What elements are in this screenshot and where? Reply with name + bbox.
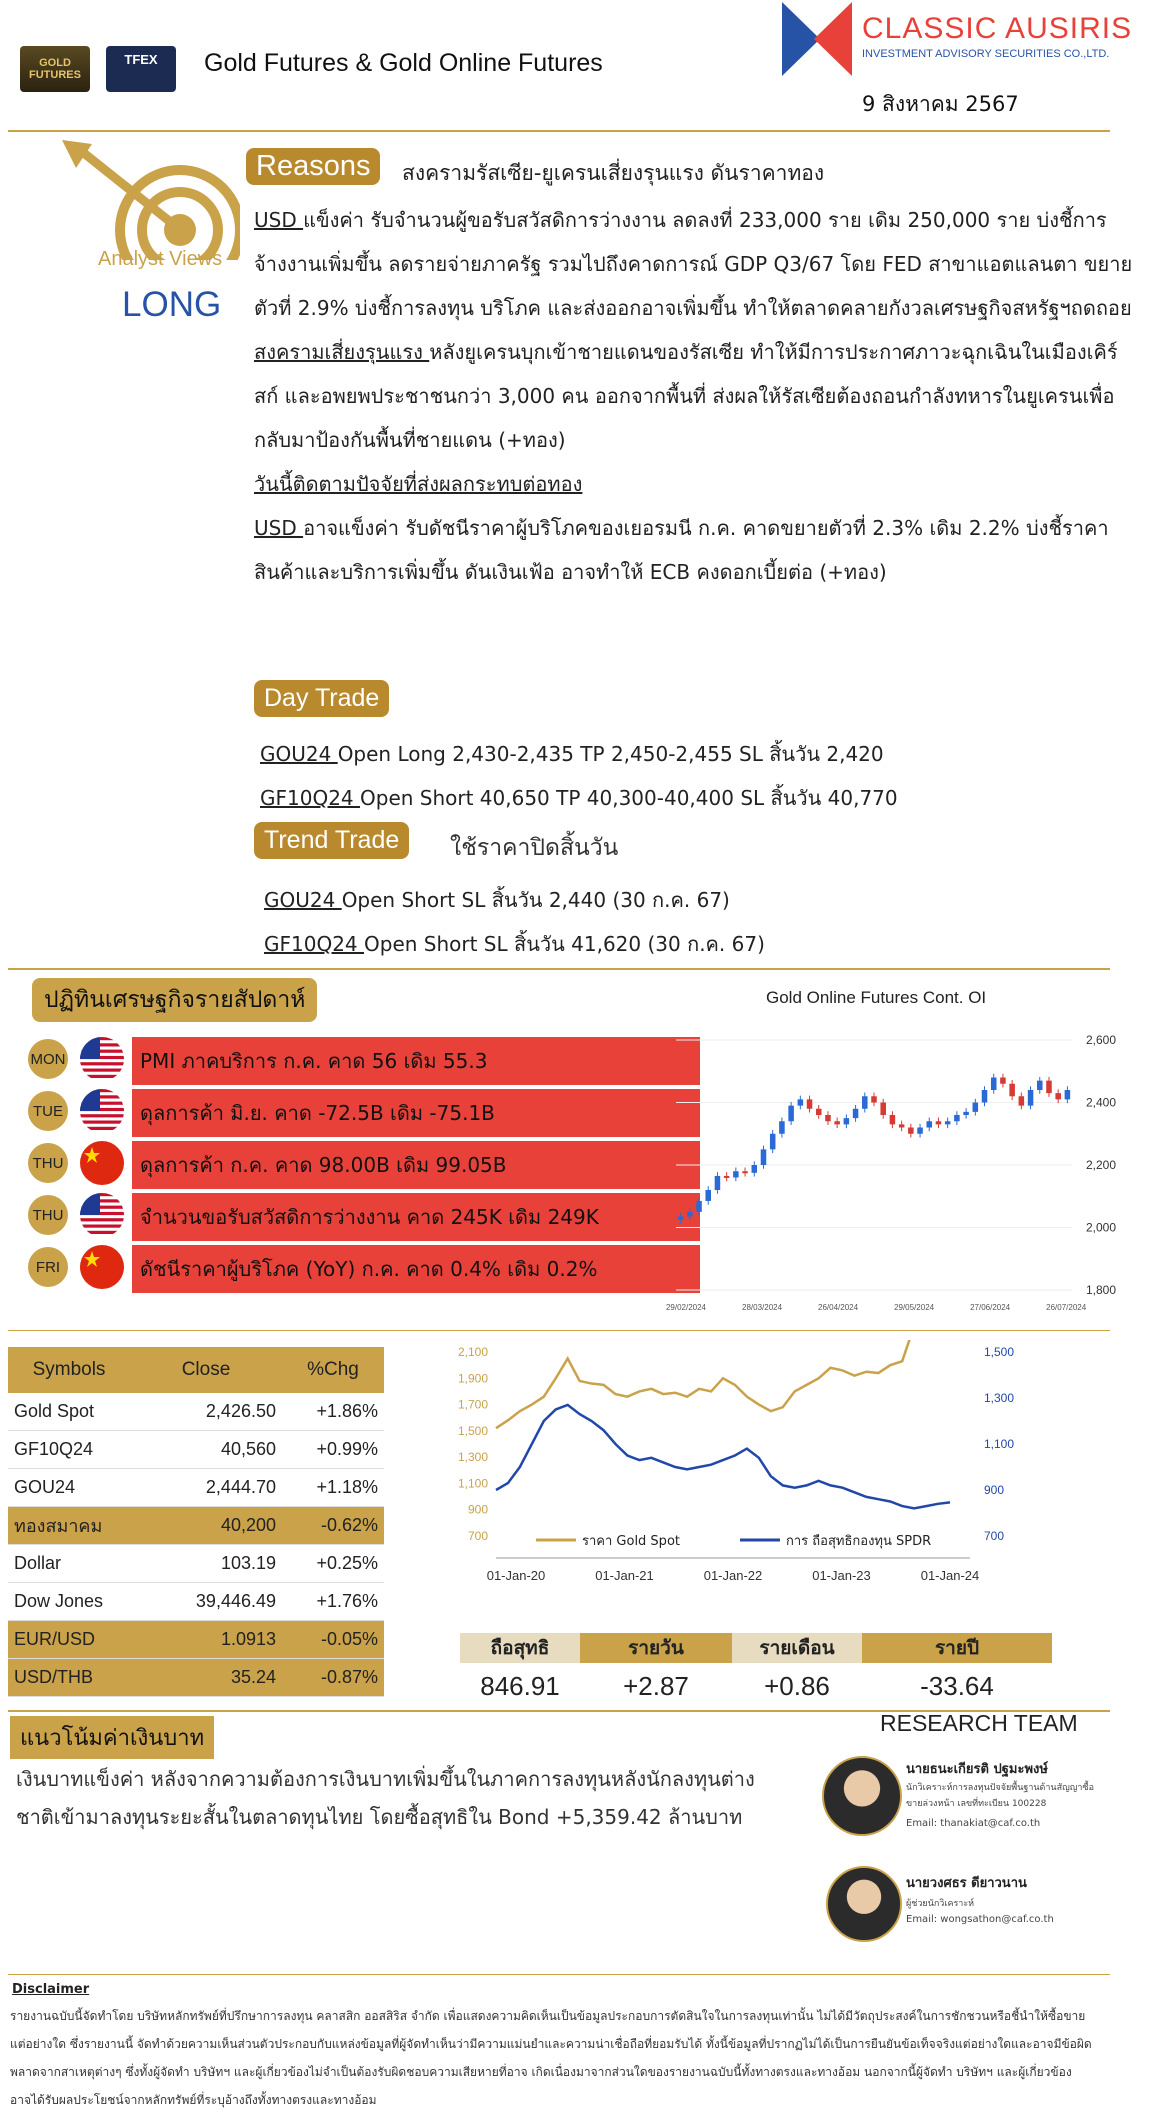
candle	[1019, 1096, 1025, 1105]
p3-lead: วันนี้ติดตามปัจจัยที่ส่งผลกระทบต่อทอง	[254, 472, 583, 496]
series-line	[496, 1405, 950, 1509]
chg-cell: -0.05%	[282, 1621, 384, 1659]
table-row	[8, 1469, 384, 1507]
analyst-view: LONG	[122, 285, 222, 324]
x-tick-label: 26/04/2024	[818, 1303, 859, 1312]
gold-spdr-chart	[440, 1340, 1030, 1600]
researcher-2-name: นายวงศธร ดียาวนาน	[906, 1876, 1027, 1891]
researcher-2-email[interactable]: Email: wongsathon@caf.co.th	[906, 1914, 1054, 1925]
y-left-tick-label: 1,700	[457, 1397, 488, 1412]
legend-label: การ ถือสุทธิกองทุน SPDR	[786, 1534, 932, 1549]
y-right-tick-label: 700	[984, 1529, 1005, 1543]
y-tick-label: 2,400	[1085, 1095, 1116, 1110]
candle	[945, 1121, 951, 1124]
close-cell: 35.24	[130, 1659, 282, 1697]
reasons-body	[254, 198, 1134, 594]
baht-tag: แนวโน้มค่าเงินบาท	[10, 1716, 214, 1759]
calendar-day: TUE	[28, 1091, 68, 1131]
table-row	[8, 1545, 384, 1583]
calendar-day: MON	[28, 1039, 68, 1079]
candle	[705, 1190, 711, 1201]
y-tick-label: 2,000	[1085, 1220, 1116, 1235]
col-symbols: Symbols	[8, 1347, 130, 1393]
x-tick-label: 01-Jan-21	[595, 1568, 654, 1583]
calendar-day: THU	[28, 1195, 68, 1235]
symbol-cell: USD/THB	[8, 1659, 130, 1697]
calendar-event: ดุลการค้า มิ.ย. คาด -72.5B เดิม -75.1B	[132, 1089, 700, 1137]
candle-chart-title: Gold Online Futures Cont. OI	[766, 988, 987, 1007]
candle	[1000, 1078, 1006, 1084]
disclaimer-title: Disclaimer	[12, 1982, 90, 1997]
y-right-tick-label: 900	[984, 1483, 1005, 1497]
candle	[1065, 1090, 1071, 1099]
candle	[890, 1115, 896, 1124]
tfex-logo: TFEX	[106, 46, 176, 92]
x-tick-label: 29/05/2024	[894, 1303, 935, 1312]
candle	[779, 1121, 785, 1134]
trend-trade-tag: Trend Trade	[254, 822, 409, 859]
candle	[816, 1109, 822, 1115]
y-tick-label: 2,200	[1085, 1158, 1116, 1172]
x-tick-label: 01-Jan-24	[920, 1568, 980, 1583]
candle	[853, 1109, 859, 1118]
x-tick-label: 26/07/2024	[1046, 1303, 1087, 1312]
symbol-cell: GOU24	[8, 1469, 130, 1507]
calendar-day: FRI	[28, 1247, 68, 1287]
x-tick-label: 28/03/2024	[742, 1303, 783, 1312]
spdr-value: +0.86	[764, 1670, 830, 1701]
flag-icon	[80, 1245, 124, 1289]
candle	[807, 1099, 813, 1108]
chg-cell: +1.76%	[282, 1583, 384, 1621]
divider	[8, 1330, 1110, 1331]
researcher-1-name: นายธนะเกียรติ ปฐมะพงษ์	[906, 1762, 1048, 1777]
candle	[954, 1115, 960, 1121]
x-tick-label: 01-Jan-22	[703, 1568, 763, 1583]
flag-icon	[80, 1141, 124, 1185]
candle	[871, 1096, 877, 1102]
researcher-2-role: ผู้ช่วยนักวิเคราะห์	[906, 1899, 975, 1909]
table-row	[8, 1393, 384, 1431]
divider	[8, 130, 1110, 132]
reasons-tag: Reasons	[246, 148, 380, 185]
table-row	[8, 1431, 384, 1469]
candle	[825, 1115, 831, 1121]
candle	[1037, 1081, 1043, 1090]
p2-lead: สงครามเสี่ยงรุนแรง	[254, 340, 430, 364]
day-trade-line-1: GOU24 Open Long 2,430-2,435 TP 2,450-2,455 SL สิ้นวัน 2,420	[260, 742, 884, 766]
y-tick-label: 2,600	[1085, 1033, 1116, 1047]
candle	[1009, 1084, 1015, 1097]
col-chg: %Chg	[282, 1347, 384, 1393]
candle	[908, 1128, 914, 1134]
close-cell: 40,200	[130, 1507, 282, 1545]
candle	[752, 1165, 758, 1173]
symbol-cell: Dow Jones	[8, 1583, 130, 1621]
close-cell: 40,560	[130, 1431, 282, 1469]
report-date: 9 สิงหาคม 2567	[862, 92, 1019, 116]
y-left-tick-label: 1,900	[457, 1371, 488, 1386]
candle	[770, 1134, 776, 1150]
p1-text: แข็งค่า รับจำนวนผู้ขอรับสวัสดิการว่างงาน ลดลงที่ 233,000 ราย เดิม 250,000 ราย บ่งชี้การจ้างงานเพิ่มขึ้น ลดรายจ่ายภาครัฐ รวมไปถึงคาดการณ์ GDP Q3/67 โดย FED สาขาแอตแลนตา ขยายตัวที่ 2.9% บ่งชี้การลงทุน บริโภค และส่งออกอาจเพิ่มขึ้น ทำให้ตลาดคลายกังวลเศรษฐกิจสหรัฐฯถดถอย	[254, 208, 1133, 320]
gold-futures-logo: GOLD FUTURES	[20, 46, 90, 92]
page-title: Gold Futures & Gold Online Futures	[204, 49, 603, 77]
spdr-header: รายวัน	[580, 1633, 732, 1663]
candle	[936, 1121, 942, 1124]
p4-text: อาจแข็งค่า รับดัชนีราคาผู้บริโภคของเยอรมนี ก.ค. คาดขยายตัวที่ 2.3% เดิม 2.2% บ่งชี้ราคาสินค้าและบริการเพิ่มขึ้น ดันเงินเฟ้อ อาจทำให้ ECB คงดอกเบี้ยต่อ (+ทอง)	[254, 516, 1109, 584]
symbols-table	[8, 1347, 384, 1697]
analyst-views-label: Analyst Views	[98, 248, 223, 270]
candle	[1055, 1093, 1061, 1099]
calendar-title: ปฏิทินเศรษฐกิจรายสัปดาห์	[32, 978, 317, 1022]
flag-icon	[80, 1193, 124, 1237]
trend-trade-line-1: GOU24 Open Short SL สิ้นวัน 2,440 (30 ก.ค. 67)	[264, 888, 730, 912]
candle	[973, 1103, 979, 1112]
close-cell: 103.19	[130, 1545, 282, 1583]
y-tick-label: 1,800	[1085, 1283, 1116, 1297]
close-cell: 39,446.49	[130, 1583, 282, 1621]
calendar-event: ดัชนีราคาผู้บริโภค (YoY) ก.ค. คาด 0.4% เดิม 0.2%	[132, 1245, 700, 1293]
table-row	[8, 1507, 384, 1545]
candle	[733, 1171, 739, 1177]
candle	[761, 1149, 767, 1165]
candle	[991, 1078, 997, 1091]
reasons-headline: สงครามรัสเซีย-ยูเครนเสี่ยงรุนแรง ดันราคาทอง	[402, 161, 825, 185]
research-title: RESEARCH TEAM	[880, 1710, 1078, 1736]
chg-cell: -0.62%	[282, 1507, 384, 1545]
trend-trade-line-2: GF10Q24 Open Short SL สิ้นวัน 41,620 (30 ก.ค. 67)	[264, 932, 765, 956]
candle	[899, 1124, 905, 1127]
close-cell: 2,444.70	[130, 1469, 282, 1507]
calendar-day: THU	[28, 1143, 68, 1183]
researcher-1-role: นักวิเคราะห์การลงทุนปัจจัยพื้นฐานด้านสัญญาซื้อขายล่วงหน้า เลขที่ทะเบียน 100228	[906, 1783, 1094, 1809]
candle	[1028, 1090, 1034, 1106]
chg-cell: +1.86%	[282, 1393, 384, 1431]
researcher-1-photo	[822, 1756, 902, 1836]
legend-label: ราคา Gold Spot	[582, 1534, 680, 1549]
candle	[963, 1112, 969, 1115]
spdr-value: -33.64	[920, 1670, 994, 1701]
spdr-header: รายเดือน	[732, 1633, 862, 1663]
symbol-cell: ทองสมาคม	[8, 1507, 130, 1545]
table-row	[8, 1583, 384, 1621]
candle	[1046, 1081, 1052, 1094]
table-row	[8, 1659, 384, 1697]
researcher-2-photo	[826, 1866, 902, 1942]
symbol-cell: Dollar	[8, 1545, 130, 1583]
candle	[742, 1171, 748, 1173]
candle	[844, 1118, 850, 1124]
y-left-tick-label: 1,300	[457, 1450, 488, 1465]
p1-lead: USD	[254, 208, 304, 232]
calendar-event: จำนวนขอรับสวัสดิการว่างงาน คาด 245K เดิม 249K	[132, 1193, 700, 1241]
y-left-tick-label: 1,500	[457, 1423, 488, 1438]
x-tick-label: 01-Jan-23	[812, 1568, 871, 1583]
divider	[8, 1974, 1110, 1975]
x-tick-label: 01-Jan-20	[486, 1568, 546, 1583]
candle	[834, 1121, 840, 1124]
candle	[862, 1096, 868, 1109]
candle	[880, 1103, 886, 1116]
x-tick-label: 29/02/2024	[665, 1303, 707, 1312]
candle-chart	[664, 1022, 1144, 1322]
classic-ausiris-logo-mark	[782, 2, 852, 76]
calendar-event: PMI ภาคบริการ ก.ค. คาด 56 เดิม 55.3	[132, 1037, 700, 1085]
y-left-tick-label: 700	[467, 1529, 488, 1543]
p2-text: หลังยูเครนบุกเข้าชายแดนของรัสเซีย ทำให้มีการประกาศภาวะฉุกเฉินในเมืองเคิร์สก์ และอพยพประชาชนกว่า 3,000 คน ออกจากพื้นที่ ส่งผลให้รัสเซียต้องถอนกำลังทหารในยูเครนเพื่อกลับมาป้องกันพื้นที่ชายแดน (+ทอง)	[254, 340, 1118, 452]
candle	[678, 1217, 684, 1220]
symbol-cell: GF10Q24	[8, 1431, 130, 1469]
symbol-cell: Gold Spot	[8, 1393, 130, 1431]
chg-cell: +1.18%	[282, 1469, 384, 1507]
disclaimer-text: รายงานฉบับนี้จัดทำโดย บริษัทหลักทรัพย์ที่ปรึกษาการลงทุน คลาสสิก ออสสิริส จำกัด เพื่อแสดงความคิดเห็นเป็นข้อมูลประกอบการตัดสินใจในการลงทุนเท่านั้น ไม่ได้มีวัตถุประสงค์ในการชักชวนหรือชี้นำให้ซื้อขายแต่อย่างใด ซึ่งรายงานนี้ จัดทำด้วยความเห็นส่วนตัวประกอบกับแหล่งข้อมูลที่ผู้จัดทำเห็นว่ามีความแม่นยำและความน่าเชื่อถือที่ยอมรับได้ ทั้งนี้ข้อมูลที่ปรากฏไม่ได้เป็นการยืนยันข้อเท็จจริงแต่อย่างใดและอาจมีข้อผิดพลาดจากสาเหตุต่างๆ ซึ่งทั้งผู้จัดทำ บริษัทฯ และผู้เกี่ยวข้องไม่จำเป็นต้องรับผิดชอบความเสียหายที่อาจ เกิดเนื่องมาจากส่วนใดของรายงานฉบับนี้ทั้งทางตรงและทางอ้อม นอกจากนี้ผู้จัดทำ บริษัทฯ และผู้เกี่ยวข้อง อาจได้รับผลประโยชน์จากหลักทรัพย์ที่ระบุอ้างถึงทั้งทางตรงและทางอ้อม	[10, 2009, 1092, 2107]
day-trade-line-2: GF10Q24 Open Short 40,650 TP 40,300-40,400 SL สิ้นวัน 40,770	[260, 786, 898, 810]
divider	[8, 968, 1110, 970]
y-left-tick-label: 2,100	[457, 1345, 488, 1359]
company-name: CLASSIC AUSIRIS	[862, 12, 1133, 45]
candle	[788, 1106, 794, 1122]
candle	[798, 1099, 804, 1105]
spdr-value: +2.87	[623, 1670, 689, 1701]
day-trade-tag: Day Trade	[254, 680, 389, 717]
candle	[696, 1201, 702, 1212]
candle	[724, 1176, 730, 1178]
flag-icon	[80, 1037, 124, 1081]
researcher-1-email[interactable]: Email: thanakiat@caf.co.th	[906, 1818, 1041, 1829]
target-icon	[60, 140, 240, 260]
close-cell: 2,426.50	[130, 1393, 282, 1431]
candle	[687, 1212, 693, 1217]
candle	[926, 1121, 932, 1127]
calendar-event: ดุลการค้า ก.ค. คาด 98.00B เดิม 99.05B	[132, 1141, 700, 1189]
symbol-cell: EUR/USD	[8, 1621, 130, 1659]
spdr-value: 846.91	[480, 1670, 560, 1701]
col-close: Close	[130, 1347, 282, 1393]
company-subtitle: INVESTMENT ADVISORY SECURITIES CO.,LTD.	[862, 48, 1110, 60]
close-cell: 1.0913	[130, 1621, 282, 1659]
chg-cell: +0.25%	[282, 1545, 384, 1583]
candle	[715, 1176, 721, 1190]
chg-cell: -0.87%	[282, 1659, 384, 1697]
p4-lead: USD	[254, 516, 304, 540]
spdr-header: รายปี	[862, 1633, 1052, 1663]
flag-icon	[80, 1089, 124, 1133]
y-left-tick-label: 900	[467, 1502, 488, 1517]
table-row	[8, 1621, 384, 1659]
spdr-header: ถือสุทธิ	[460, 1633, 580, 1663]
trend-trade-note: ใช้ราคาปิดสิ้นวัน	[450, 835, 619, 861]
x-tick-label: 27/06/2024	[970, 1303, 1011, 1312]
y-right-tick-label: 1,100	[984, 1437, 1015, 1451]
baht-text: เงินบาทแข็งค่า หลังจากความต้องการเงินบาทเพิ่มขึ้นในภาคการลงทุนหลังนักลงทุนต่างชาติเข้ามาลงทุนระยะสั้นในตลาดทุนไทย โดยซื้อสุทธิใน Bond +5,359.42 ล้านบาท	[16, 1767, 755, 1829]
series-line	[496, 1340, 950, 1428]
candle	[917, 1128, 923, 1134]
y-left-tick-label: 1,100	[457, 1476, 488, 1491]
y-right-tick-label: 1,300	[984, 1391, 1015, 1405]
chg-cell: +0.99%	[282, 1431, 384, 1469]
y-right-tick-label: 1,500	[984, 1345, 1015, 1359]
candle	[982, 1090, 988, 1103]
